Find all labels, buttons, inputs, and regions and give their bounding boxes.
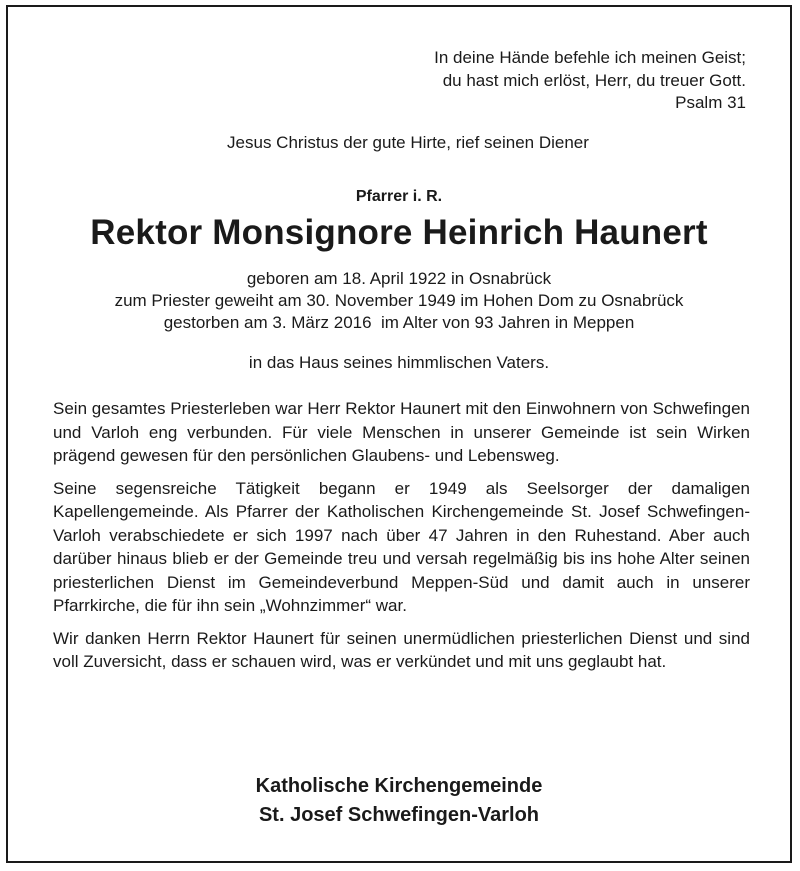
deceased-name: Rektor Monsignore Heinrich Haunert bbox=[90, 213, 708, 252]
signature-block bbox=[8, 772, 790, 830]
psalm-quote bbox=[434, 47, 746, 115]
psalm-line-1: In deine Hände befehle ich meinen Geist; bbox=[434, 48, 746, 67]
intro-line: Jesus Christus der gute Hirte, rief seinen Diener bbox=[227, 133, 589, 152]
paragraph: Wir danken Herrn Rektor Haunert für seinen unermüdlichen priesterlichen Dienst und sind voll Zuversicht, dass er schauen wird, was er verkündet und mit uns geglaubt hat. bbox=[53, 628, 750, 671]
signature-line-2: St. Josef Schwefingen-Varloh bbox=[258, 804, 540, 826]
ordination-line: zum Priester geweiht am 30. November 1949 im Hohen Dom zu Osnabrück bbox=[114, 291, 684, 310]
life-dates bbox=[8, 268, 790, 334]
psalm-line-2: du hast mich erlöst, Herr, du treuer Gott. bbox=[442, 70, 746, 90]
signature-line-1: Katholische Kirchengemeinde bbox=[255, 775, 543, 797]
paragraph: Seine segensreiche Tätigkeit begann er 1949 als Seelsorger der damaligen Kapellengemeinde. Als Pfarrer der Katholischen Kirchengemeinde St. Josef Schwefingen-Varloh verabschiedete er sich 1997 nach über 47 Jahren in den Ruhestand. Aber auch darüber hinaus blieb er der Gemeinde treu und versah regelmäßig bis ins hohe Alter seinen priesterlichen Dienst im Gemeindeverbund Meppen-Süd und damit auch in unserer Pfarrkirche, die für ihn sein „Wohnzimmer“ war. bbox=[53, 478, 750, 615]
obituary-notice bbox=[6, 5, 792, 863]
house-line: in das Haus seines himmlischen Vaters. bbox=[248, 353, 550, 372]
tribute-text bbox=[53, 397, 750, 683]
paragraph: Sein gesamtes Priesterleben war Herr Rektor Haunert mit den Einwohnern von Schwefingen und Varloh eng verbunden. Für viele Menschen in unserer Gemeinde ist sein Wirken prägend gewesen für den persönlichen Glaubens- und Lebensweg. bbox=[53, 399, 750, 465]
psalm-reference: Psalm 31 bbox=[675, 93, 746, 112]
rank-title: Pfarrer i. R. bbox=[355, 188, 443, 205]
death-line: gestorben am 3. März 2016 im Alter von 93 Jahren in Meppen bbox=[163, 313, 635, 332]
birth-line: geboren am 18. April 1922 in Osnabrück bbox=[246, 269, 552, 288]
